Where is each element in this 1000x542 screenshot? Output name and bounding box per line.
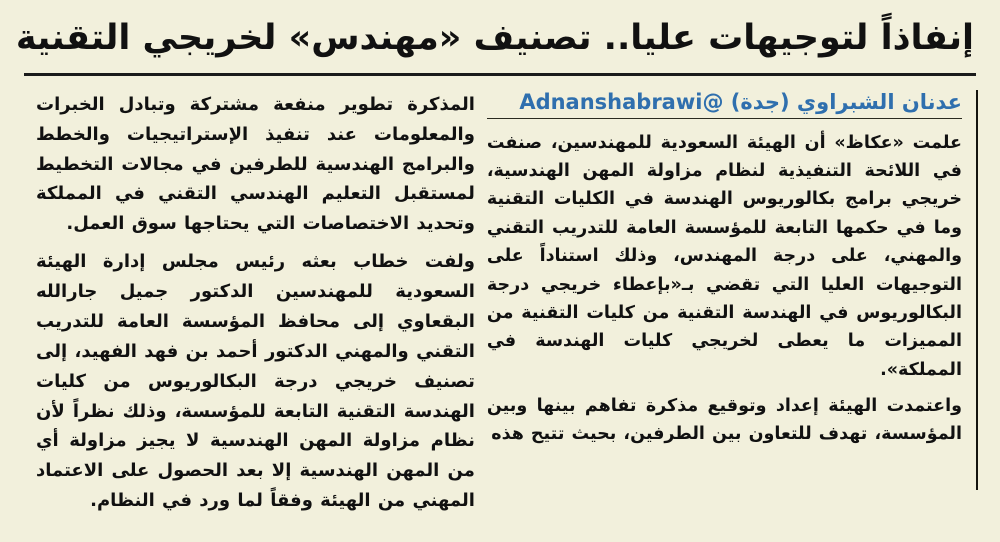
article-paragraph: المذكرة تطوير منفعة مشتركة وتبادل الخبرات والمعلومات عند تنفيذ الإستراتيجيات والخطط والبرامج الهندسية للطرفين في مجالات التخطيط لمستقبل التعليم الهندسي التقني في المملكة وتحديد الاختصاصات التي يحتاجها سوق العمل.	[36, 93, 475, 235]
page-title: إنفاذاً لتوجيهات عليا.. تصنيف «مهندس» لخريجي التقنية	[15, 18, 974, 58]
article-column-secondary	[22, 90, 481, 512]
headline-divider	[24, 73, 976, 76]
article-columns	[22, 89, 978, 512]
byline	[487, 90, 962, 114]
article-paragraph: ولفت خطاب بعثه رئيس مجلس إدارة الهيئة السعودية للمهندسين الدكتور جميل جارالله البقعاوي إلى محافظ المؤسسة العامة للتدريب التقني والمهني الدكتور أحمد بن فهد الفهيد، إلى تصنيف خريجي درجة البكالوريوس من كليات الهندسة التقنية التابعة للمؤسسة، وذلك نظراً لأن نظام مزاولة المهن الهندسية لا يجيز مزاولة أي من المهن الهندسية إلا بعد الحصول على الاعتماد المهني من الهيئة وفقاً لما ورد في النظام.	[36, 251, 475, 512]
byline-divider	[487, 118, 962, 119]
byline-text: عدنان الشبراوي (جدة) @Adnanshabrawi	[519, 89, 962, 114]
article-column-primary	[481, 90, 978, 490]
article-paragraph: واعتمدت الهيئة إعداد وتوقيع مذكرة تفاهم بينها وبين المؤسسة، تهدف للتعاون بين الطرفين، بحيث تتيح هذه	[486, 395, 962, 445]
article-paragraph: علمت «عكاظ» أن الهيئة السعودية للمهندسين، صنفت في اللائحة التنفيذية لنظام مزاولة المهن الهندسية، خريجي برامج بكالوريوس الهندسة في الكليات التقنية وما في حكمها التابعة للمؤسسة العامة للتدريب التقني والمهني، على درجة المهندس، وذلك استناداً على التوجيهات العليا التي تقضي بـ«بإعطاء خريجي درجة البكالوريوس في الهندسة التقنية من كليات التقنية من المميزات ما يعطى لخريجي كليات الهندسة في المملكة».	[486, 132, 962, 380]
